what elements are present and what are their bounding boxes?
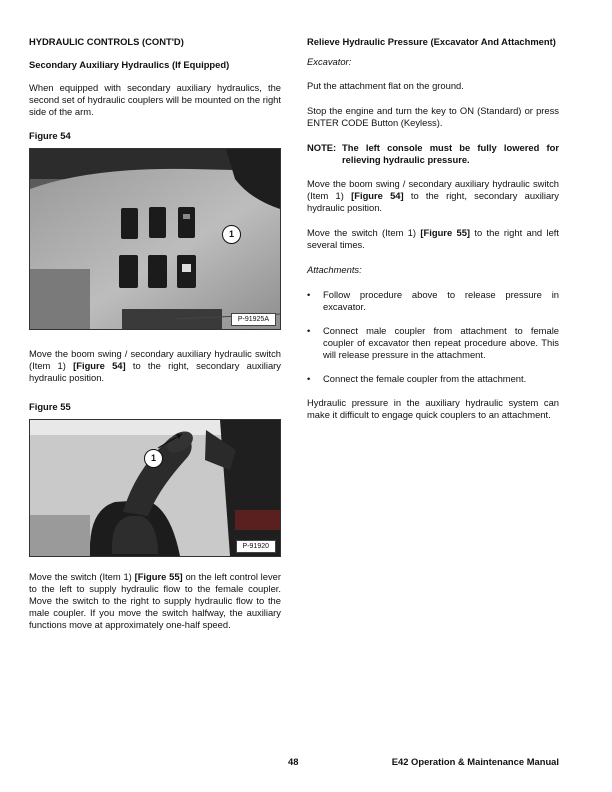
figure-54-photo bbox=[29, 148, 281, 330]
control-lever-illustration bbox=[30, 420, 280, 556]
figure-54-callout: 1 bbox=[222, 225, 241, 244]
list-item: • Follow procedure above to release pressure in excavator. bbox=[307, 289, 559, 313]
figure-ref: [Figure 54] bbox=[351, 190, 404, 201]
attachments-label: Attachments: bbox=[307, 264, 362, 275]
figure-ref: [Figure 54] bbox=[73, 360, 126, 371]
intro-paragraph: When equipped with secondary auxiliary hydraulics, the second set of hydraulic couplers will be mounted on the right side of the arm. bbox=[29, 82, 281, 117]
excavator-label: Excavator: bbox=[307, 56, 352, 67]
figure-ref: [Figure 55] bbox=[134, 571, 183, 582]
note-label: NOTE: bbox=[307, 142, 337, 153]
figure-55-photo bbox=[29, 419, 281, 557]
closing-paragraph: Hydraulic pressure in the auxiliary hydraulic system can make it difficult to engage quick couplers to an attachment. bbox=[307, 397, 559, 420]
figure-55-code: P-91920 bbox=[236, 540, 276, 553]
step-2-paragraph: Move the switch (Item 1) [Figure 55] on the left control lever to the left to supply hydraulic flow to the female coupler. Move the switch to the right to supply hydraulic flow to the male coupler. If you move the switch halfway, the auxiliary functions move at approximately one-half speed. bbox=[29, 571, 281, 630]
right-column bbox=[307, 36, 559, 421]
left-column bbox=[29, 36, 281, 631]
manual-title: E42 Operation & Maintenance Manual bbox=[391, 756, 559, 767]
subsection-heading: Secondary Auxiliary Hydraulics (If Equipped) bbox=[29, 59, 230, 70]
paragraph-move-switch: Move the switch (Item 1) [Figure 55] to the right and left several times. bbox=[307, 227, 559, 250]
note-block bbox=[307, 142, 559, 166]
paragraph-stop-engine: Stop the engine and turn the key to ON (Standard) or press ENTER CODE Button (Keyless). bbox=[307, 105, 559, 128]
step-1-paragraph: Move the boom swing / secondary auxiliary hydraulic switch (Item 1) [Figure 54] to the right, secondary auxiliary hydraulic position. bbox=[29, 348, 281, 383]
relieve-pressure-heading: Relieve Hydraulic Pressure (Excavator And Attachment) bbox=[307, 36, 556, 47]
paragraph-put-attachment: Put the attachment flat on the ground. bbox=[307, 80, 464, 91]
list-item: • Connect male coupler from attachment to female coupler of excavator then repeat procedure above. This will release pressure in the attachment. bbox=[307, 325, 559, 361]
figure-55-callout: 1 bbox=[144, 449, 163, 468]
attachment-steps-list bbox=[307, 289, 559, 385]
section-heading: HYDRAULIC CONTROLS (CONT'D) bbox=[29, 36, 184, 47]
figure-ref: [Figure 55] bbox=[420, 227, 471, 238]
note-text: The left console must be fully lowered for relieving hydraulic pressure. bbox=[342, 142, 559, 165]
switch-panel-illustration bbox=[30, 149, 280, 329]
list-item: • Connect the female coupler from the attachment. bbox=[307, 373, 559, 385]
figure-54-code: P-91925A bbox=[231, 313, 276, 326]
figure-55-label: Figure 55 bbox=[29, 401, 71, 412]
paragraph-boom-swing: Move the boom swing / secondary auxiliary hydraulic switch (Item 1) [Figure 54] to the right, secondary auxiliary hydraulic position. bbox=[307, 178, 559, 213]
page-number: 48 bbox=[288, 756, 299, 767]
figure-54-label: Figure 54 bbox=[29, 130, 71, 141]
